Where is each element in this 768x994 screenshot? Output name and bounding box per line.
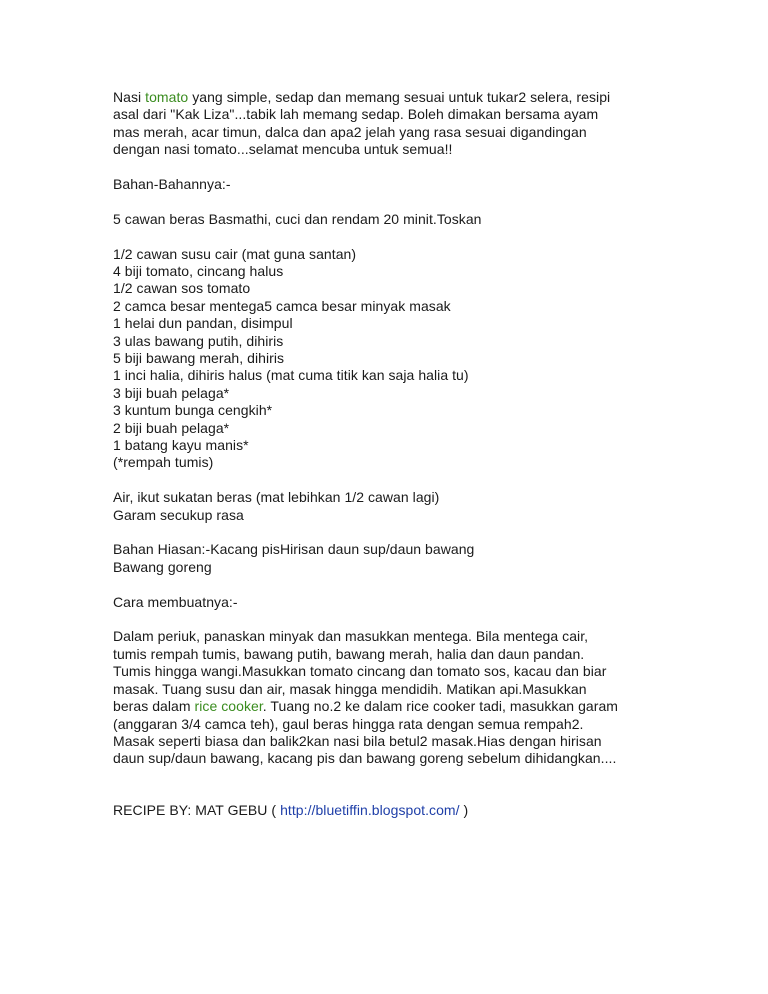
ingredients-heading: Bahan-Bahannya:- bbox=[113, 176, 231, 193]
blog-url-link[interactable]: http://bluetiffin.blogspot.com/ bbox=[280, 802, 460, 819]
method-line: (anggaran 3/4 camca teh), gaul beras hingga rata dengan semua rempah2. bbox=[113, 715, 584, 732]
ingredient-item: 1 helai dun pandan, disimpul bbox=[113, 315, 293, 332]
ingredient-item: 3 kuntum bunga cengkih* bbox=[113, 402, 273, 419]
method-text: beras dalam bbox=[113, 698, 195, 715]
ingredient-item: 1 inci halia, dihiris halus (mat cuma titik kan saja halia tu) bbox=[113, 367, 469, 384]
rice-cooker-link[interactable]: rice cooker bbox=[194, 698, 263, 715]
credit-text: RECIPE BY: MAT GEBU ( bbox=[113, 802, 281, 819]
method-line: Tumis hingga wangi.Masukkan tomato cincang dan tomato sos, kacau dan biar bbox=[113, 663, 607, 680]
method-paragraph bbox=[113, 628, 673, 767]
ingredients-list bbox=[113, 246, 673, 472]
recipe-body bbox=[113, 89, 673, 820]
ingredient-item: 4 biji tomato, cincang halus bbox=[113, 263, 284, 280]
method-heading: Cara membuatnya:- bbox=[113, 593, 238, 610]
recipe-credit bbox=[113, 802, 673, 819]
intro-paragraph bbox=[113, 89, 673, 159]
method-line bbox=[113, 698, 673, 715]
ingredient-note: (*rempah tumis) bbox=[113, 454, 214, 471]
intro-line-3: mas merah, acar timun, dalca dan apa2 jelah yang rasa sesuai digandingan bbox=[113, 123, 587, 140]
ingredient-item: 1/2 cawan sos tomato bbox=[113, 280, 251, 297]
garnish-line: Bawang goreng bbox=[113, 558, 212, 575]
ingredient-item: 2 camca besar mentega5 camca besar minyak masak bbox=[113, 297, 451, 314]
water-salt-block bbox=[113, 489, 673, 524]
rice-line: 5 cawan beras Basmathi, cuci dan rendam 20 minit.Toskan bbox=[113, 210, 482, 227]
ingredient-item: 2 biji buah pelaga* bbox=[113, 419, 230, 436]
garnish-block bbox=[113, 541, 673, 576]
method-text: . Tuang no.2 ke dalam rice cooker tadi, masukkan garam bbox=[262, 698, 618, 715]
intro-line-2: asal dari "Kak Liza"...tabik lah memang sedap. Boleh dimakan bersama ayam bbox=[113, 106, 599, 123]
intro-text: Nasi bbox=[113, 89, 146, 105]
garnish-line: Bahan Hiasan:-Kacang pisHirisan daun sup/daun bawang bbox=[113, 541, 475, 558]
method-line: daun sup/daun bawang, kacang pis dan bawang goreng sebelum dihidangkan.... bbox=[113, 750, 617, 767]
intro-line-1 bbox=[113, 89, 673, 106]
intro-text: yang simple, sedap dan memang sesuai untuk tukar2 selera, resipi bbox=[188, 89, 611, 105]
tomato-link[interactable]: tomato bbox=[145, 89, 189, 105]
ingredient-item: 5 biji bawang merah, dihiris bbox=[113, 350, 285, 367]
credit-text: ) bbox=[459, 802, 469, 819]
method-line: tumis rempah tumis, bawang putih, bawang merah, halia dan daun pandan. bbox=[113, 645, 585, 662]
ingredient-item: 3 biji buah pelaga* bbox=[113, 384, 230, 401]
method-line: Dalam periuk, panaskan minyak dan masukkan mentega. Bila mentega cair, bbox=[113, 628, 589, 645]
salt-line: Garam secukup rasa bbox=[113, 506, 244, 523]
ingredient-item: 1 batang kayu manis* bbox=[113, 437, 249, 454]
method-line: Masak seperti biasa dan balik2kan nasi bila betul2 masak.Hias dengan hirisan bbox=[113, 732, 602, 749]
method-line: masak. Tuang susu dan air, masak hingga mendidih. Matikan api.Masukkan bbox=[113, 680, 587, 697]
intro-line-4: dengan nasi tomato...selamat mencuba untuk semua!! bbox=[113, 141, 453, 158]
ingredient-item: 1/2 cawan susu cair (mat guna santan) bbox=[113, 245, 357, 262]
ingredient-item: 3 ulas bawang putih, dihiris bbox=[113, 332, 284, 349]
water-line: Air, ikut sukatan beras (mat lebihkan 1/2 cawan lagi) bbox=[113, 489, 440, 506]
